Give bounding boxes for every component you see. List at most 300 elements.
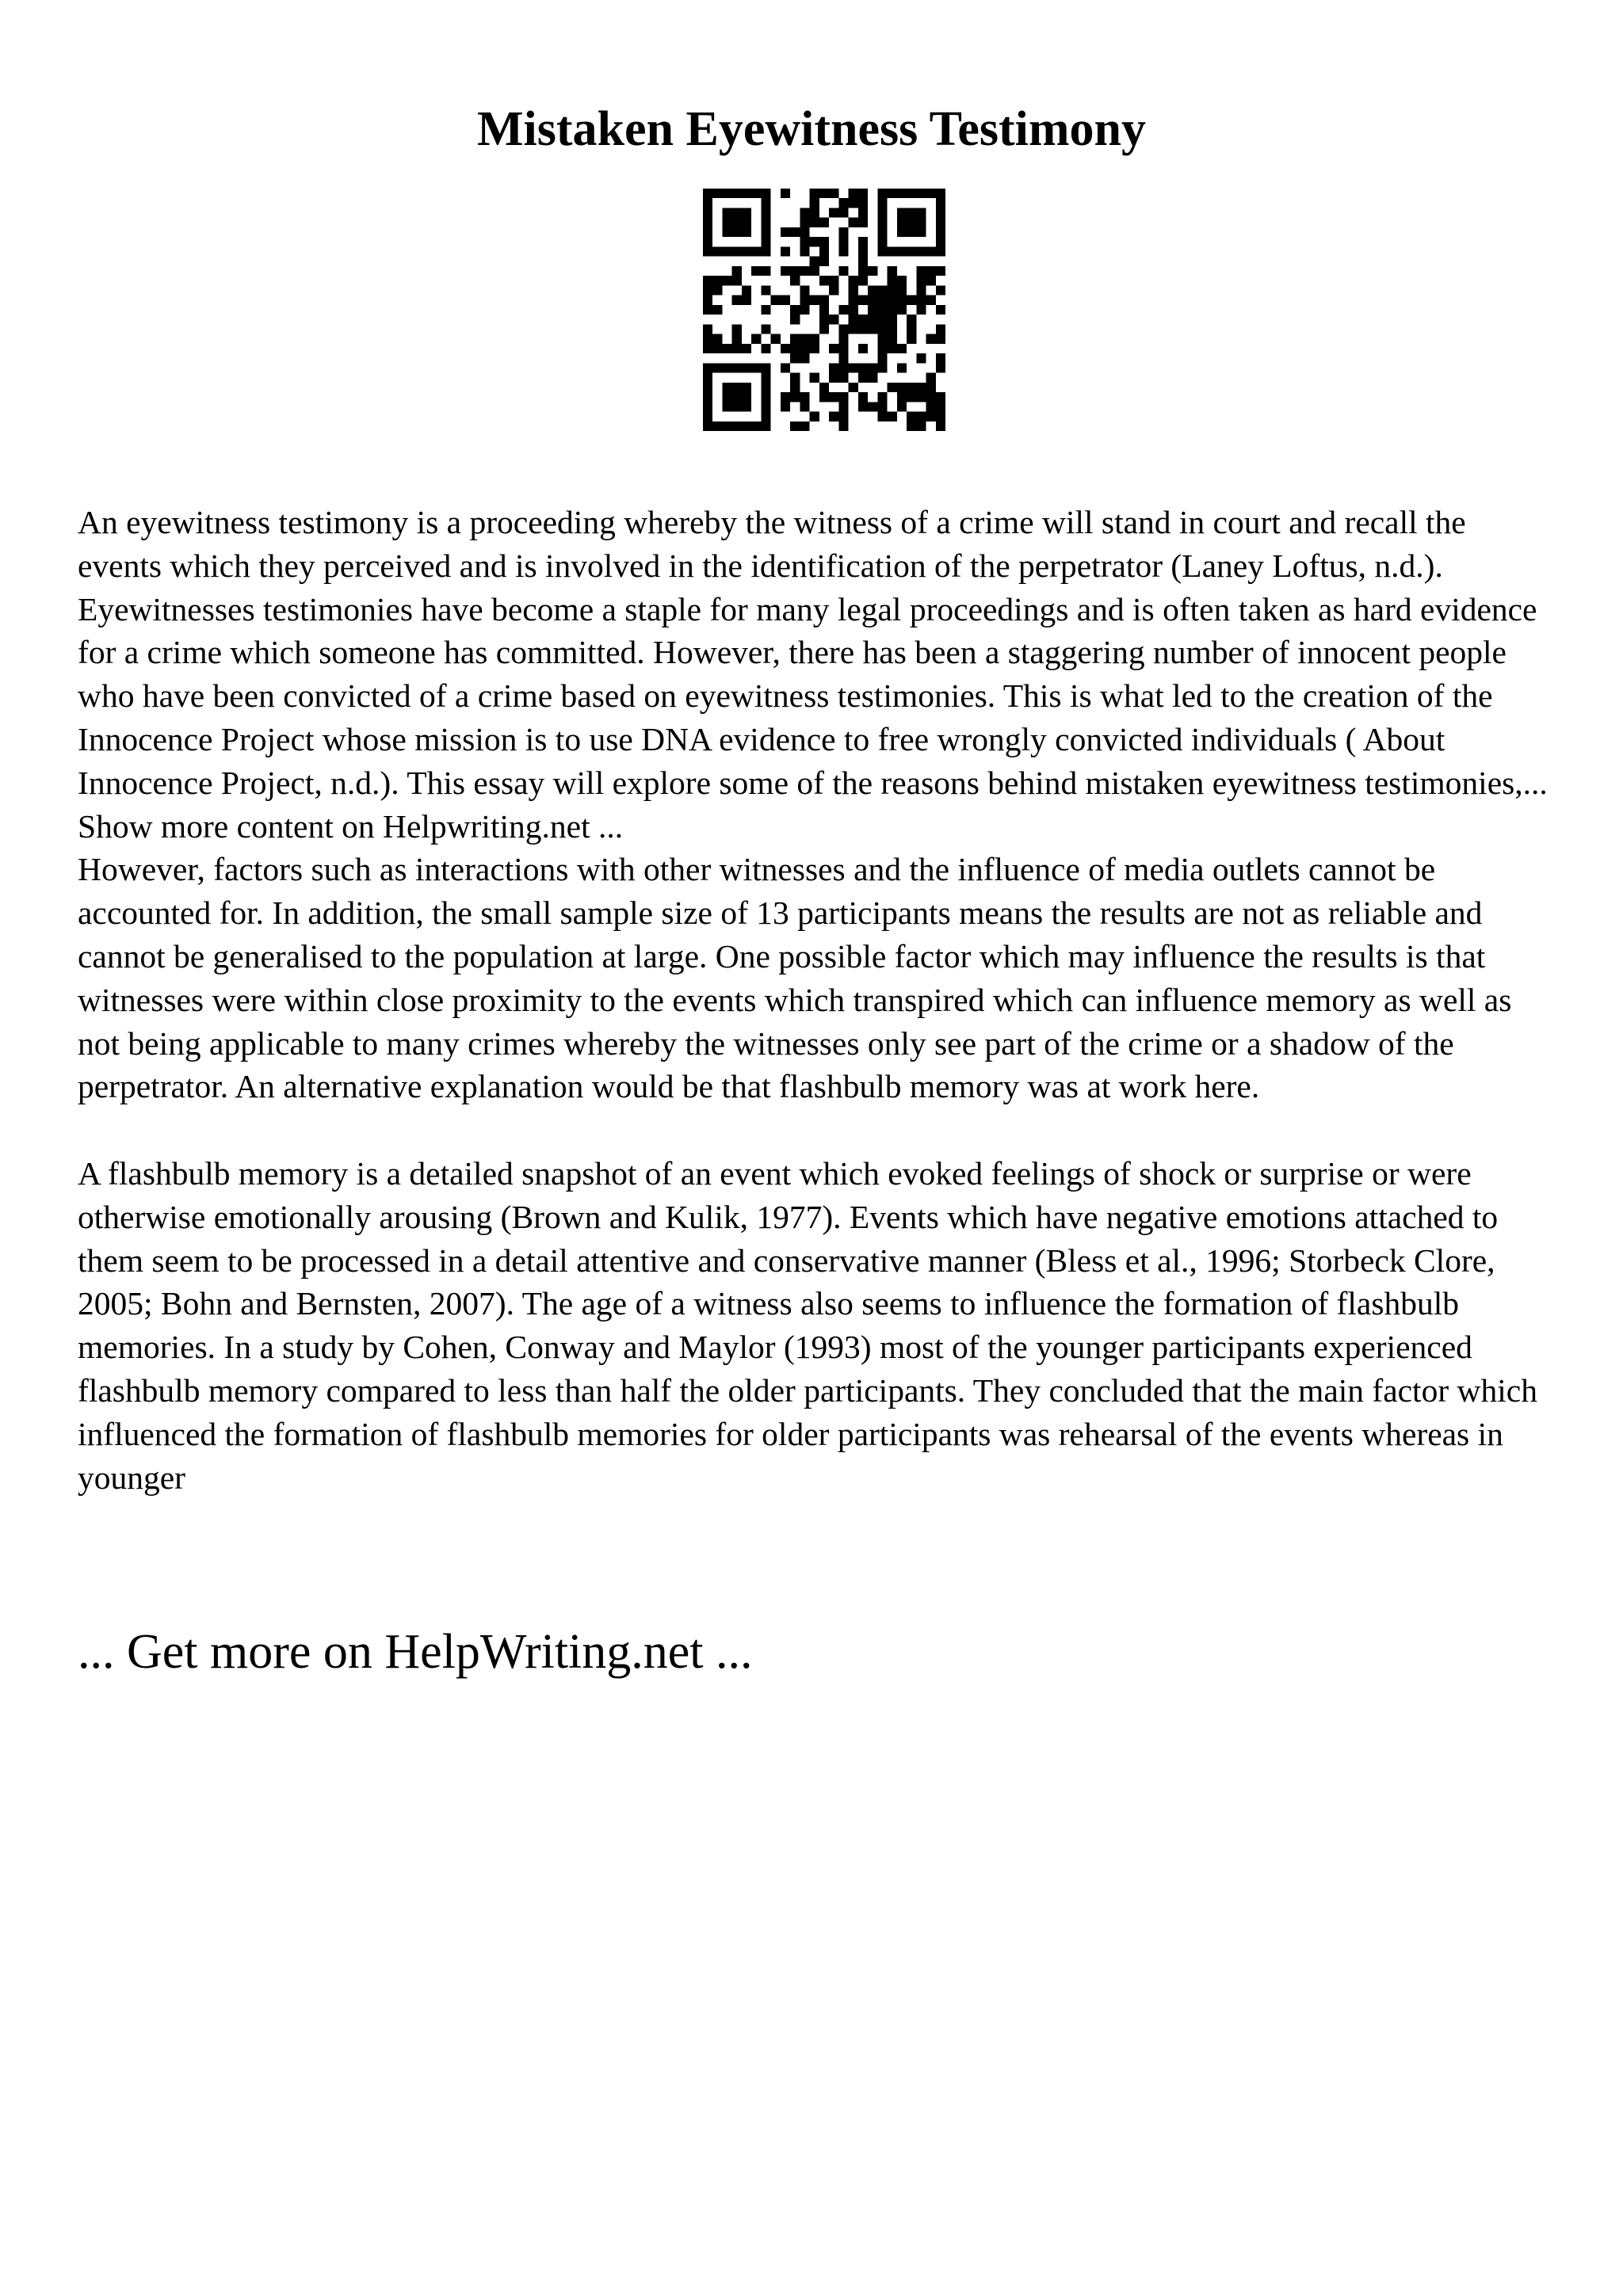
qr-module [897, 296, 907, 305]
qr-module [877, 227, 887, 237]
qr-module [858, 246, 868, 256]
qr-module [907, 421, 916, 431]
qr-module [761, 305, 770, 315]
qr-module [868, 363, 877, 372]
qr-module [907, 334, 916, 344]
qr-module [703, 324, 712, 334]
qr-module [703, 402, 712, 411]
qr-module [732, 392, 742, 402]
qr-module [897, 276, 907, 285]
qr-module [810, 296, 819, 305]
qr-module [722, 227, 731, 237]
qr-module [849, 315, 858, 324]
qr-module [936, 392, 945, 402]
qr-module [888, 412, 897, 421]
qr-module [829, 189, 838, 198]
qr-module [761, 344, 770, 353]
qr-module [761, 237, 770, 246]
qr-module [810, 334, 819, 344]
qr-module [868, 296, 877, 305]
qr-module [829, 208, 838, 217]
qr-module [732, 246, 742, 256]
qr-module [829, 373, 838, 383]
qr-module [936, 237, 945, 246]
qr-module [810, 266, 819, 276]
qr-module [926, 276, 936, 285]
qr-module [742, 227, 751, 237]
qr-module [907, 208, 916, 217]
paragraph-spacer [78, 1108, 1553, 1152]
qr-module [761, 373, 770, 383]
qr-module [703, 198, 712, 208]
qr-module [712, 363, 722, 372]
qr-module [771, 296, 781, 305]
qr-module [907, 246, 916, 256]
qr-module [858, 344, 868, 353]
qr-module [858, 218, 868, 227]
qr-module [936, 421, 945, 431]
qr-module [888, 246, 897, 256]
qr-module [810, 412, 819, 421]
qr-module [761, 246, 770, 256]
qr-module [897, 208, 907, 217]
qr-module [916, 208, 926, 217]
qr-module [916, 266, 926, 276]
qr-module [838, 353, 848, 363]
qr-module [936, 218, 945, 227]
qr-module [877, 296, 887, 305]
qr-module [810, 344, 819, 353]
qr-module [849, 276, 858, 285]
qr-module [781, 246, 790, 256]
qr-module [838, 198, 848, 208]
qr-module [858, 402, 868, 411]
qr-module [732, 334, 742, 344]
qr-module [849, 189, 858, 198]
qr-module [888, 334, 897, 344]
qr-module [897, 218, 907, 227]
qr-module [877, 353, 887, 363]
qr-module [703, 363, 712, 372]
qr-module [722, 218, 731, 227]
qr-module [742, 363, 751, 372]
qr-module [897, 402, 907, 411]
qr-module [838, 208, 848, 217]
qr-module [849, 218, 858, 227]
qr-module [722, 402, 731, 411]
qr-module [703, 189, 712, 198]
qr-module [810, 198, 819, 208]
paragraph-intro: An eyewitness testimony is a proceeding whereby the witness of a crime will stand in court and recall the events which they perceived and is involved in the identification of the perpetrator (Laney Loftus, n.d.). Eyewitnesses testimonies have become a staple for many legal proceedings and is often taken as hard evidence for a crime which someone has committed. However, there has been a staggering number of innocent people who have been convicted of a crime based on eyewitness testimonies. This is what led to the creation of the Innocence Project whose mission is to use DNA evidence to free wrongly convicted individuals ( About Innocence Project, n.d.). This essay will explore some of the reasons behind mistaken eyewitness testimonies,... Show more content on Helpwriting.net ... [78, 504, 1548, 845]
qr-module [868, 324, 877, 334]
qr-module [819, 315, 829, 324]
qr-module [877, 392, 887, 402]
qr-module [858, 208, 868, 217]
qr-module [703, 421, 712, 431]
qr-module [722, 276, 731, 285]
qr-module [722, 363, 731, 372]
qr-module [858, 189, 868, 198]
qr-module [926, 402, 936, 411]
qr-module [838, 266, 848, 276]
qr-module [926, 296, 936, 305]
qr-module [810, 237, 819, 246]
qr-module [703, 227, 712, 237]
qr-module [838, 373, 848, 383]
qr-module [888, 189, 897, 198]
qr-module [712, 246, 722, 256]
qr-module [722, 383, 731, 392]
qr-module [790, 276, 800, 285]
qr-module [838, 402, 848, 411]
qr-module [722, 421, 731, 431]
qr-module [868, 373, 877, 383]
qr-module [819, 189, 829, 198]
qr-module [751, 189, 761, 198]
qr-module [732, 402, 742, 411]
qr-module [819, 296, 829, 305]
qr-module [897, 189, 907, 198]
qr-module [800, 208, 809, 217]
qr-module [849, 285, 858, 295]
qr-module [732, 276, 742, 285]
qr-module [742, 189, 751, 198]
qr-module [936, 246, 945, 256]
qr-module [703, 218, 712, 227]
qr-module [926, 334, 936, 344]
qr-module [761, 402, 770, 411]
qr-module [858, 276, 868, 285]
qr-module [800, 421, 809, 431]
qr-module [781, 344, 790, 353]
qr-module [926, 266, 936, 276]
document-title: Mistaken Eyewitness Testimony [477, 102, 1146, 156]
qr-module [916, 305, 926, 315]
qr-module [829, 285, 838, 295]
qr-module [761, 412, 770, 421]
qr-module [722, 208, 731, 217]
qr-module [761, 218, 770, 227]
qr-module [916, 421, 926, 431]
qr-module [888, 344, 897, 353]
qr-module [712, 189, 722, 198]
qr-module [819, 218, 829, 227]
qr-module [742, 421, 751, 431]
qr-module [907, 296, 916, 305]
qr-module [732, 266, 742, 276]
qr-module [819, 237, 829, 246]
qr-module [877, 334, 887, 344]
qr-module [781, 266, 790, 276]
qr-module [790, 266, 800, 276]
qr-module [936, 266, 945, 276]
qr-module [703, 285, 712, 295]
qr-module [936, 189, 945, 198]
qr-module [800, 305, 809, 315]
qr-module [916, 227, 926, 237]
qr-module [790, 344, 800, 353]
qr-module [877, 208, 887, 217]
qr-module [761, 198, 770, 208]
qr-module [926, 392, 936, 402]
qr-module [916, 383, 926, 392]
qr-module [838, 324, 848, 334]
qr-module [907, 227, 916, 237]
qr-module [936, 334, 945, 344]
qr-module [781, 402, 790, 411]
qr-module [858, 257, 868, 266]
qr-module [732, 296, 742, 305]
qr-module [722, 392, 731, 402]
qr-module [877, 344, 887, 353]
qr-module [781, 227, 790, 237]
qr-module [868, 285, 877, 295]
qr-module [810, 189, 819, 198]
qr-module [888, 276, 897, 285]
qr-module [810, 208, 819, 217]
qr-module [732, 344, 742, 353]
qr-module [936, 227, 945, 237]
qr-module [732, 421, 742, 431]
qr-module [732, 363, 742, 372]
qr-module [829, 392, 838, 402]
qr-module [897, 344, 907, 353]
qr-module [858, 392, 868, 402]
qr-module [888, 315, 897, 324]
qr-module [829, 276, 838, 285]
qr-module [926, 189, 936, 198]
qr-module [897, 392, 907, 402]
qr-module [897, 285, 907, 295]
qr-module [877, 198, 887, 208]
qr-module [732, 383, 742, 392]
qr-module [771, 334, 781, 344]
qr-module [742, 246, 751, 256]
qr-module [936, 305, 945, 315]
qr-module [712, 285, 722, 295]
qr-module [722, 189, 731, 198]
qr-module [877, 218, 887, 227]
qr-module [897, 305, 907, 315]
qr-module [761, 227, 770, 237]
qr-module [800, 246, 809, 256]
qr-module [790, 421, 800, 431]
qr-module [712, 421, 722, 431]
get-more-link[interactable]: ... Get more on HelpWriting.net ... [78, 1625, 753, 1679]
qr-module [800, 402, 809, 411]
qr-module [868, 402, 877, 411]
qr-module [742, 383, 751, 392]
qr-module [849, 305, 858, 315]
qr-module [858, 373, 868, 383]
qr-module [703, 344, 712, 353]
qr-module [916, 189, 926, 198]
qr-module [877, 189, 887, 198]
qr-module [703, 276, 712, 285]
qr-module [877, 285, 887, 295]
qr-module [800, 227, 809, 237]
qr-module [761, 363, 770, 372]
qr-module [849, 363, 858, 372]
qr-module [800, 392, 809, 402]
qr-module [703, 246, 712, 256]
qr-module [897, 246, 907, 256]
qr-module [829, 363, 838, 372]
paragraph-factors: However, factors such as interactions with other witnesses and the influence of media outlets cannot be accounted for. In addition, the small sample size of 13 participants means the results are not as reliable and cannot be generalised to the population at large. One possible factor which may influence the results is that witnesses were within close proximity to the events which transpired which can influence memory as well as not being applicable to many crimes whereby the witnesses only see part of the crime or a shadow of the perpetrator. An alternative explanation would be that flashbulb memory was at work here. [78, 851, 1512, 1105]
qr-module [907, 383, 916, 392]
qr-module [907, 392, 916, 402]
qr-module [849, 324, 858, 334]
qr-module [790, 334, 800, 344]
qr-module [838, 227, 848, 237]
qr-module [907, 412, 916, 421]
qr-module [936, 285, 945, 295]
qr-module [819, 392, 829, 402]
qr-module [800, 218, 809, 227]
qr-module [936, 198, 945, 208]
qr-module [790, 353, 800, 363]
qr-module [936, 412, 945, 421]
qr-module [838, 246, 848, 256]
qr-module [877, 402, 887, 411]
qr-module [742, 296, 751, 305]
qr-module [761, 189, 770, 198]
qr-module [916, 412, 926, 421]
qr-module [790, 227, 800, 237]
qr-module [926, 373, 936, 383]
qr-module [732, 218, 742, 227]
qr-module [781, 363, 790, 372]
qr-module [907, 218, 916, 227]
qr-module [888, 266, 897, 276]
qr-module [838, 334, 848, 344]
qr-module [877, 412, 887, 421]
qr-module [742, 402, 751, 411]
qr-module [703, 392, 712, 402]
qr-module [712, 276, 722, 285]
qr-module [819, 276, 829, 285]
qr-module [858, 315, 868, 324]
qr-module [732, 324, 742, 334]
qr-module [897, 227, 907, 237]
qr-module [732, 208, 742, 217]
qr-module [858, 363, 868, 372]
qr-module [829, 315, 838, 324]
qr-module [751, 421, 761, 431]
qr-module [703, 296, 712, 305]
qr-module [800, 344, 809, 353]
qr-module [761, 285, 770, 295]
qr-module [907, 315, 916, 324]
qr-module [868, 266, 877, 276]
qr-module [800, 296, 809, 305]
qr-module [761, 208, 770, 217]
qr-module [877, 237, 887, 246]
qr-module [877, 363, 887, 372]
qr-module [781, 392, 790, 402]
qr-module [838, 363, 848, 372]
qr-module [722, 344, 731, 353]
qr-module [888, 305, 897, 315]
qr-module [800, 285, 809, 295]
qr-module [888, 324, 897, 334]
qr-module [819, 305, 829, 315]
qr-module [790, 373, 800, 383]
qr-module [888, 285, 897, 295]
qr-module [926, 383, 936, 392]
qr-module [761, 421, 770, 431]
qr-module [761, 383, 770, 392]
qr-module [742, 392, 751, 402]
qr-module [800, 334, 809, 344]
qr-module [703, 237, 712, 246]
qr-module [838, 305, 848, 315]
qr-module [742, 208, 751, 217]
qr-module [712, 334, 722, 344]
qr-module [868, 315, 877, 324]
qr-module [936, 208, 945, 217]
qr-module [838, 344, 848, 353]
qr-module [712, 344, 722, 353]
qr-module [703, 334, 712, 344]
qr-module [858, 324, 868, 334]
qr-module [858, 266, 868, 276]
qr-module [819, 257, 829, 266]
qr-module [907, 324, 916, 334]
qr-module [790, 383, 800, 392]
qr-module [829, 412, 838, 421]
qr-module [888, 383, 897, 392]
qr-module [819, 383, 829, 392]
qr-module [926, 246, 936, 256]
qr-module [800, 353, 809, 363]
qr-module [761, 324, 770, 334]
qr-module [742, 218, 751, 227]
qr-module [732, 189, 742, 198]
qr-module [703, 412, 712, 421]
qr-module [858, 237, 868, 246]
qr-module [810, 257, 819, 266]
qr-module [703, 208, 712, 217]
qr-module [703, 383, 712, 392]
qr-module [703, 373, 712, 383]
qr-module [751, 246, 761, 256]
qr-module [916, 392, 926, 402]
qr-module [916, 276, 926, 285]
qr-module [819, 324, 829, 334]
qr-module [722, 246, 731, 256]
qr-module [810, 373, 819, 383]
qr-module [936, 402, 945, 411]
qr-module [916, 218, 926, 227]
qr-code-icon [703, 189, 945, 431]
qr-module [751, 334, 761, 344]
qr-module [916, 246, 926, 256]
qr-module [712, 305, 722, 315]
qr-module [742, 344, 751, 353]
qr-module [849, 198, 858, 208]
qr-module [897, 363, 907, 372]
qr-module [858, 296, 868, 305]
qr-module [790, 392, 800, 402]
qr-module [838, 237, 848, 246]
qr-module [838, 392, 848, 402]
qr-module [732, 227, 742, 237]
qr-module [916, 353, 926, 363]
qr-module [742, 285, 751, 295]
qr-module [936, 324, 945, 334]
qr-module [877, 246, 887, 256]
